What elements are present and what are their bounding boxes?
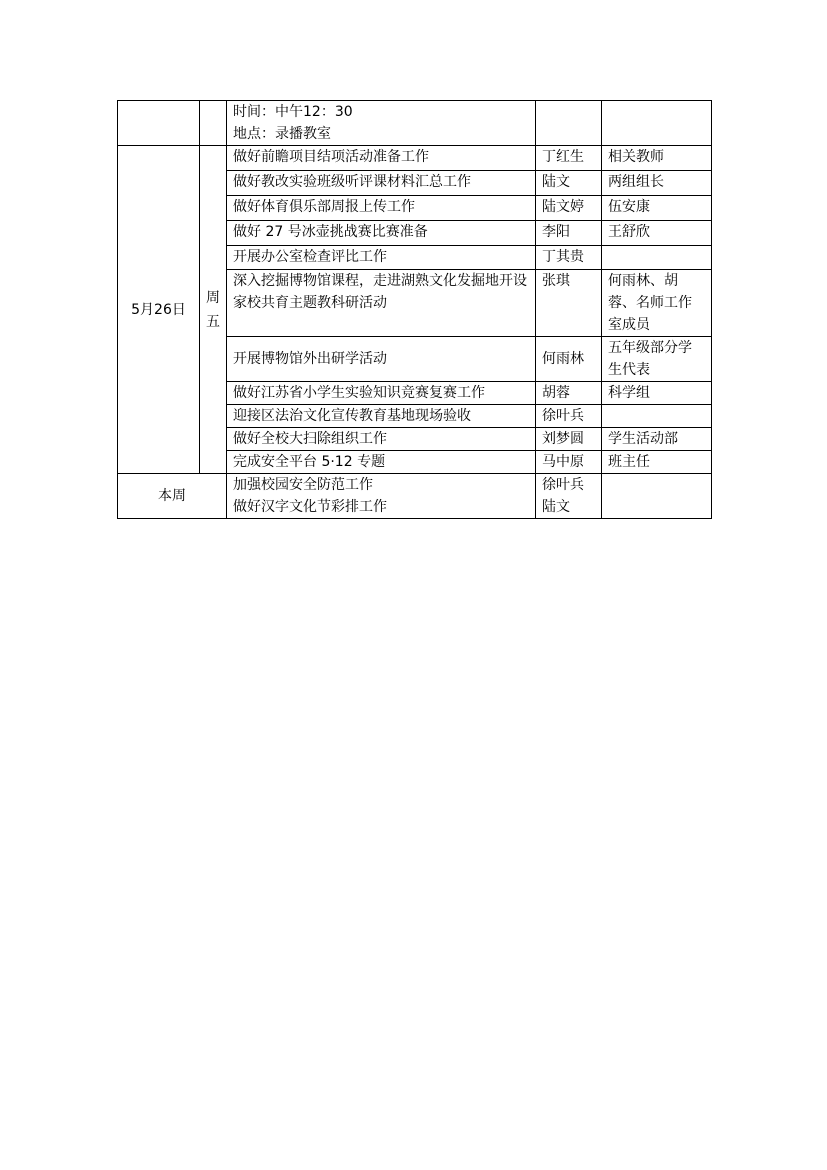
people-cell-empty	[602, 101, 712, 146]
meeting-time: 时间：中午12：30	[233, 104, 353, 120]
people-cell: 学生活动部	[602, 428, 712, 451]
date-cell: 5月26日	[118, 146, 200, 474]
task-cell: 做好前瞻项目结项活动准备工作	[227, 146, 536, 171]
week-lead: 徐叶兵	[542, 477, 584, 493]
people-cell: 王舒欣	[602, 221, 712, 246]
task-cell: 开展博物馆外出研学活动	[227, 337, 536, 382]
lead-cell: 徐叶兵	[536, 405, 602, 428]
people-cell: 班主任	[602, 451, 712, 474]
week-task: 加强校园安全防范工作	[233, 477, 373, 493]
people-cell	[602, 246, 712, 270]
lead-cell: 胡蓉	[536, 382, 602, 405]
day-char: 周	[206, 289, 220, 306]
week-task: 做好汉字文化节彩排工作	[233, 499, 387, 515]
table-row	[118, 146, 712, 171]
lead-cell: 刘梦圆	[536, 428, 602, 451]
people-cell: 何雨林、胡蓉、名师工作室成员	[602, 270, 712, 337]
day-cell-empty	[200, 101, 227, 146]
task-cell	[227, 474, 536, 519]
people-cell	[602, 405, 712, 428]
meeting-place: 地点：录播教室	[233, 126, 331, 142]
lead-cell: 陆文婷	[536, 196, 602, 221]
lead-cell: 何雨林	[536, 337, 602, 382]
date-cell-empty	[118, 101, 200, 146]
day-char: 五	[206, 313, 220, 330]
lead-cell: 丁红生	[536, 146, 602, 171]
table-row	[118, 101, 712, 146]
table-row	[118, 474, 712, 519]
lead-cell: 马中原	[536, 451, 602, 474]
task-cell: 做好江苏省小学生实验知识竞赛复赛工作	[227, 382, 536, 405]
people-cell: 科学组	[602, 382, 712, 405]
lead-cell: 李阳	[536, 221, 602, 246]
people-cell: 相关教师	[602, 146, 712, 171]
lead-cell: 丁其贵	[536, 246, 602, 270]
people-cell: 伍安康	[602, 196, 712, 221]
week-lead: 陆文	[542, 499, 570, 515]
week-label-cell: 本周	[118, 474, 227, 519]
task-cell: 开展办公室检查评比工作	[227, 246, 536, 270]
schedule-table	[117, 100, 712, 519]
people-cell: 两组组长	[602, 171, 712, 196]
lead-cell-empty	[536, 101, 602, 146]
lead-cell: 张琪	[536, 270, 602, 337]
task-cell: 做好体育俱乐部周报上传工作	[227, 196, 536, 221]
lead-cell: 陆文	[536, 171, 602, 196]
task-cell: 做好全校大扫除组织工作	[227, 428, 536, 451]
schedule-page	[117, 100, 711, 519]
lead-cell	[536, 474, 602, 519]
task-cell: 深入挖掘博物馆课程，走进湖熟文化发掘地开设家校共育主题教科研活动	[227, 270, 536, 337]
task-cell: 做好 27 号冰壶挑战赛比赛准备	[227, 221, 536, 246]
people-cell: 五年级部分学生代表	[602, 337, 712, 382]
day-cell	[200, 146, 227, 474]
people-cell	[602, 474, 712, 519]
task-cell: 迎接区法治文化宣传教育基地现场验收	[227, 405, 536, 428]
task-cell: 完成安全平台 5·12 专题	[227, 451, 536, 474]
task-cell	[227, 101, 536, 146]
task-cell: 做好教改实验班级听评课材料汇总工作	[227, 171, 536, 196]
